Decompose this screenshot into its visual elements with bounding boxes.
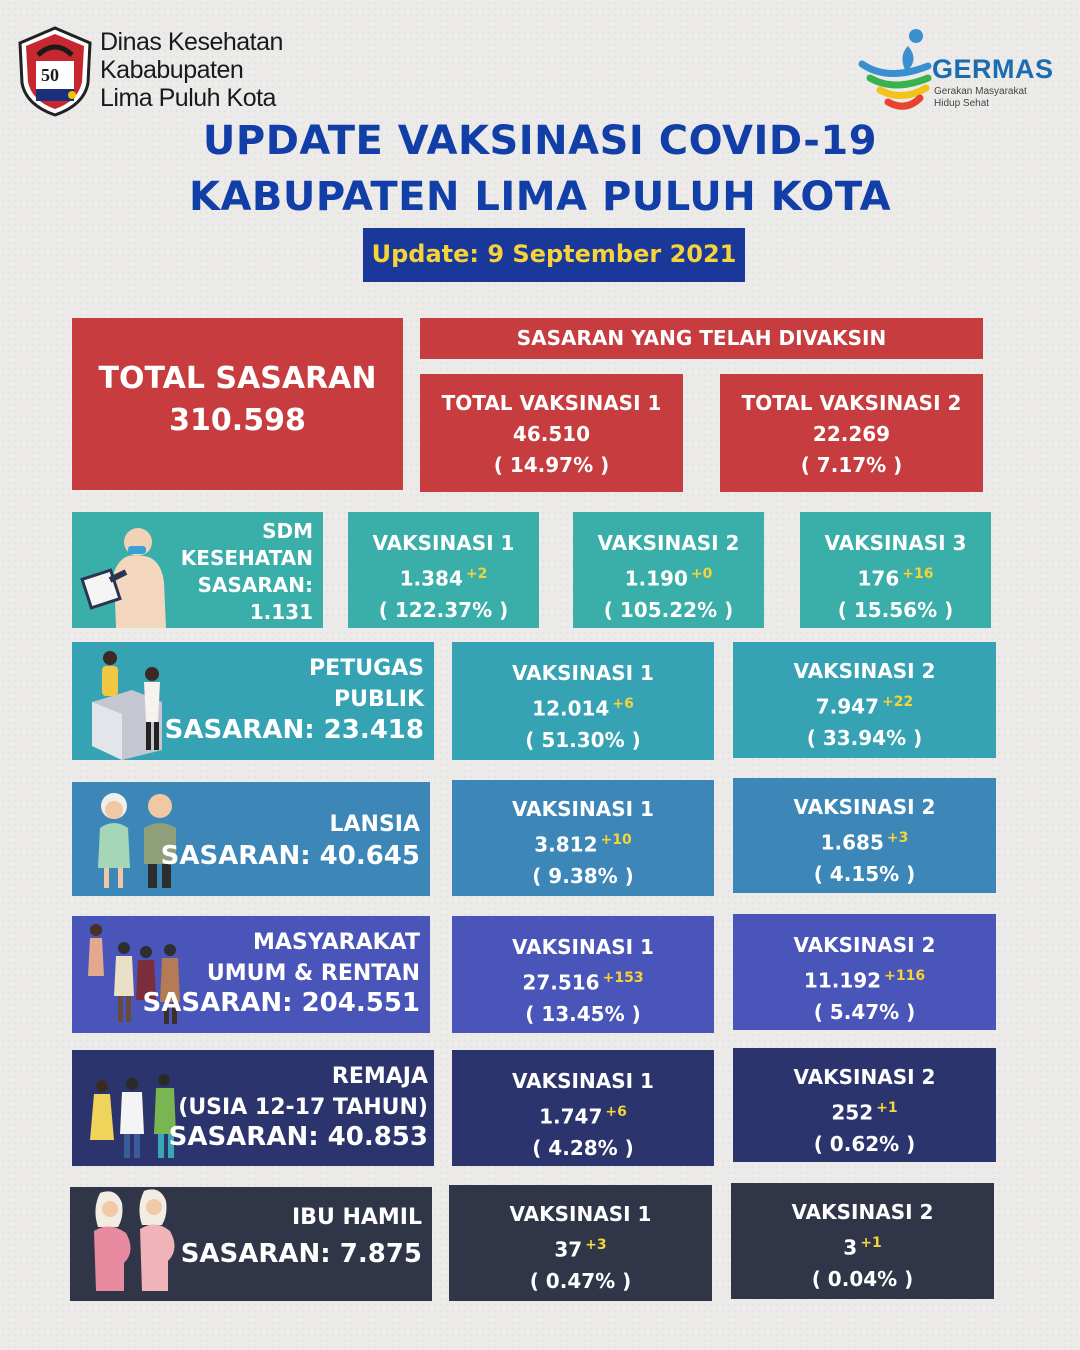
total-v2-value: 22.269 <box>812 422 891 446</box>
lansia-v2-label: VAKSINASI 2 <box>793 795 936 819</box>
org-line-2: Kababupaten <box>100 56 244 84</box>
lansia-card <box>72 782 430 896</box>
masyarakat-card <box>72 916 430 1033</box>
masyarakat-sasaran: SASARAN: 204.551 <box>142 988 420 1018</box>
total-v1-label: TOTAL VAKSINASI 1 <box>441 391 662 415</box>
masyarakat-vaksinasi-2-card <box>733 914 996 1030</box>
sdm-v1-delta: +2 <box>465 566 488 582</box>
lansia-vaksinasi-1-card <box>452 780 714 896</box>
lansia-v1-value: 3.812 <box>534 832 598 857</box>
sdm-v1-percent: ( 122.37% ) <box>378 597 509 622</box>
germas-subtitle-2: Hidup Sehat <box>934 98 990 109</box>
total-sasaran-label: TOTAL SASARAN <box>98 361 377 396</box>
sdm-v2-percent: ( 105.22% ) <box>603 597 734 622</box>
total-sasaran-value: 310.598 <box>169 403 306 438</box>
sdm-vaksinasi-1-card <box>348 512 539 628</box>
petugas-v1-value: 12.014 <box>532 696 610 721</box>
sdm-vaksinasi-3-card <box>800 512 991 628</box>
total-sasaran-card <box>72 318 403 490</box>
sdm-v1-label: VAKSINASI 1 <box>372 531 515 555</box>
sdm-v2-value: 1.190 <box>624 566 688 591</box>
total-v1-percent: ( 14.97% ) <box>493 453 610 477</box>
ibu-hamil-v2-delta: +1 <box>860 1235 882 1251</box>
sdm-v1-value: 1.384 <box>399 566 463 591</box>
remaja-sasaran: SASARAN: 40.853 <box>168 1122 428 1152</box>
petugas-v1-label: VAKSINASI 1 <box>512 661 654 685</box>
lansia-v1-percent: ( 9.38% ) <box>532 863 634 888</box>
germas-subtitle-1: Gerakan Masyarakat <box>934 86 1027 97</box>
masyarakat-v2-percent: ( 5.47% ) <box>813 999 916 1024</box>
lansia-sasaran: SASARAN: 40.645 <box>160 841 420 871</box>
petugas-publik-card <box>72 642 434 760</box>
sdm-v2-delta: +0 <box>690 566 713 582</box>
ibu-hamil-v2-percent: ( 0.04% ) <box>811 1266 914 1291</box>
masyarakat-label-1: MASYARAKAT <box>253 930 420 955</box>
regency-logo <box>14 25 96 117</box>
petugas-v2-value: 7.947 <box>815 694 880 719</box>
ibu-hamil-v2-label: VAKSINASI 2 <box>791 1200 934 1224</box>
logo-badge: 50 <box>41 65 59 85</box>
lansia-v2-delta: +3 <box>886 830 909 846</box>
masyarakat-v2-label: VAKSINASI 2 <box>793 933 936 957</box>
remaja-vaksinasi-1-card <box>452 1050 714 1166</box>
ibu-hamil-label: IBU HAMIL <box>291 1205 422 1230</box>
lansia-v2-value: 1.685 <box>820 830 884 855</box>
sdm-label-1: SDM <box>262 519 313 543</box>
remaja-v2-label: VAKSINASI 2 <box>793 1065 936 1089</box>
petugas-sasaran: SASARAN: 23.418 <box>164 715 424 745</box>
petugas-v2-label: VAKSINASI 2 <box>793 659 936 683</box>
ibu-hamil-sasaran: SASARAN: 7.875 <box>180 1239 422 1269</box>
germas-title: GERMAS <box>932 54 1054 84</box>
org-line-1: Dinas Kesehatan <box>100 28 283 56</box>
ibu-hamil-v1-delta: +3 <box>585 1237 607 1253</box>
petugas-label-1: PETUGAS <box>309 656 424 681</box>
masyarakat-v1-delta: +153 <box>602 970 644 986</box>
petugas-vaksinasi-2-card <box>733 642 996 758</box>
ibu-hamil-v1-percent: ( 0.47% ) <box>529 1268 632 1293</box>
title-line-1: UPDATE VAKSINASI COVID-19 <box>202 118 878 164</box>
lansia-v1-label: VAKSINASI 1 <box>512 797 654 821</box>
remaja-v1-delta: +6 <box>605 1104 627 1120</box>
ibu-hamil-vaksinasi-1-card <box>449 1185 712 1301</box>
sdm-v3-value: 176 <box>857 566 900 591</box>
sdm-label-4: 1.131 <box>249 600 313 624</box>
masyarakat-v1-value: 27.516 <box>522 970 600 995</box>
ibu-hamil-card <box>70 1187 432 1301</box>
sdm-v2-label: VAKSINASI 2 <box>597 531 740 555</box>
org-line-3: Lima Puluh Kota <box>100 84 276 112</box>
remaja-v2-percent: ( 0.62% ) <box>813 1131 916 1156</box>
divaksin-header <box>420 318 983 359</box>
lansia-label: LANSIA <box>329 812 420 837</box>
divaksin-label: SASARAN YANG TELAH DIVAKSIN <box>516 326 887 350</box>
remaja-v1-label: VAKSINASI 1 <box>512 1069 654 1093</box>
petugas-label-2: PUBLIK <box>333 687 424 712</box>
health-worker-illustration <box>76 512 186 628</box>
petugas-v2-percent: ( 33.94% ) <box>806 725 923 750</box>
masyarakat-vaksinasi-1-card <box>452 916 714 1033</box>
petugas-v1-percent: ( 51.30% ) <box>525 727 641 752</box>
pregnant-women-illustration <box>84 1187 194 1301</box>
germas-logo <box>858 26 1058 118</box>
remaja-label-1: REMAJA <box>331 1064 428 1089</box>
sdm-v3-percent: ( 15.56% ) <box>837 597 954 622</box>
sdm-label-2: KESEHATAN <box>180 546 313 570</box>
ibu-hamil-vaksinasi-2-card <box>731 1183 994 1299</box>
remaja-v2-value: 252 <box>831 1100 874 1125</box>
total-vaksinasi-2-card <box>720 374 983 492</box>
ibu-hamil-v2-value: 3 <box>843 1235 858 1260</box>
lansia-vaksinasi-2-card <box>733 778 996 893</box>
remaja-v2-delta: +1 <box>876 1100 898 1116</box>
lansia-v2-percent: ( 4.15% ) <box>813 861 916 886</box>
remaja-label-2: (USIA 12-17 TAHUN) <box>178 1095 428 1120</box>
total-v2-label: TOTAL VAKSINASI 2 <box>741 391 962 415</box>
remaja-card <box>72 1050 434 1166</box>
title-line-2: KABUPATEN LIMA PULUH KOTA <box>188 174 892 220</box>
masyarakat-v2-delta: +116 <box>884 968 926 984</box>
masyarakat-label-2: UMUM & RENTAN <box>206 961 420 986</box>
sdm-v3-label: VAKSINASI 3 <box>824 531 967 555</box>
total-v1-value: 46.510 <box>512 422 591 446</box>
update-date-badge: Update: 9 September 2021 <box>363 228 745 282</box>
masyarakat-v2-value: 11.192 <box>803 968 882 993</box>
sdm-vaksinasi-2-card <box>573 512 764 628</box>
total-v2-percent: ( 7.17% ) <box>800 453 903 477</box>
org-name <box>100 28 283 112</box>
ibu-hamil-v1-label: VAKSINASI 1 <box>509 1202 652 1226</box>
sdm-kesehatan-card <box>72 512 323 628</box>
lansia-v1-delta: +10 <box>600 832 632 848</box>
total-vaksinasi-1-card <box>420 374 683 492</box>
petugas-v1-delta: +6 <box>612 696 634 712</box>
remaja-v1-value: 1.747 <box>539 1104 603 1129</box>
sdm-label-3: SASARAN: <box>197 573 313 597</box>
remaja-v1-percent: ( 4.28% ) <box>532 1135 634 1160</box>
petugas-v2-delta: +22 <box>882 694 914 710</box>
ibu-hamil-v1-value: 37 <box>554 1237 583 1262</box>
masyarakat-v1-percent: ( 13.45% ) <box>525 1001 641 1026</box>
petugas-vaksinasi-1-card <box>452 642 714 760</box>
sdm-v3-delta: +16 <box>902 566 934 582</box>
remaja-vaksinasi-2-card <box>733 1048 996 1162</box>
masyarakat-v1-label: VAKSINASI 1 <box>512 935 654 959</box>
